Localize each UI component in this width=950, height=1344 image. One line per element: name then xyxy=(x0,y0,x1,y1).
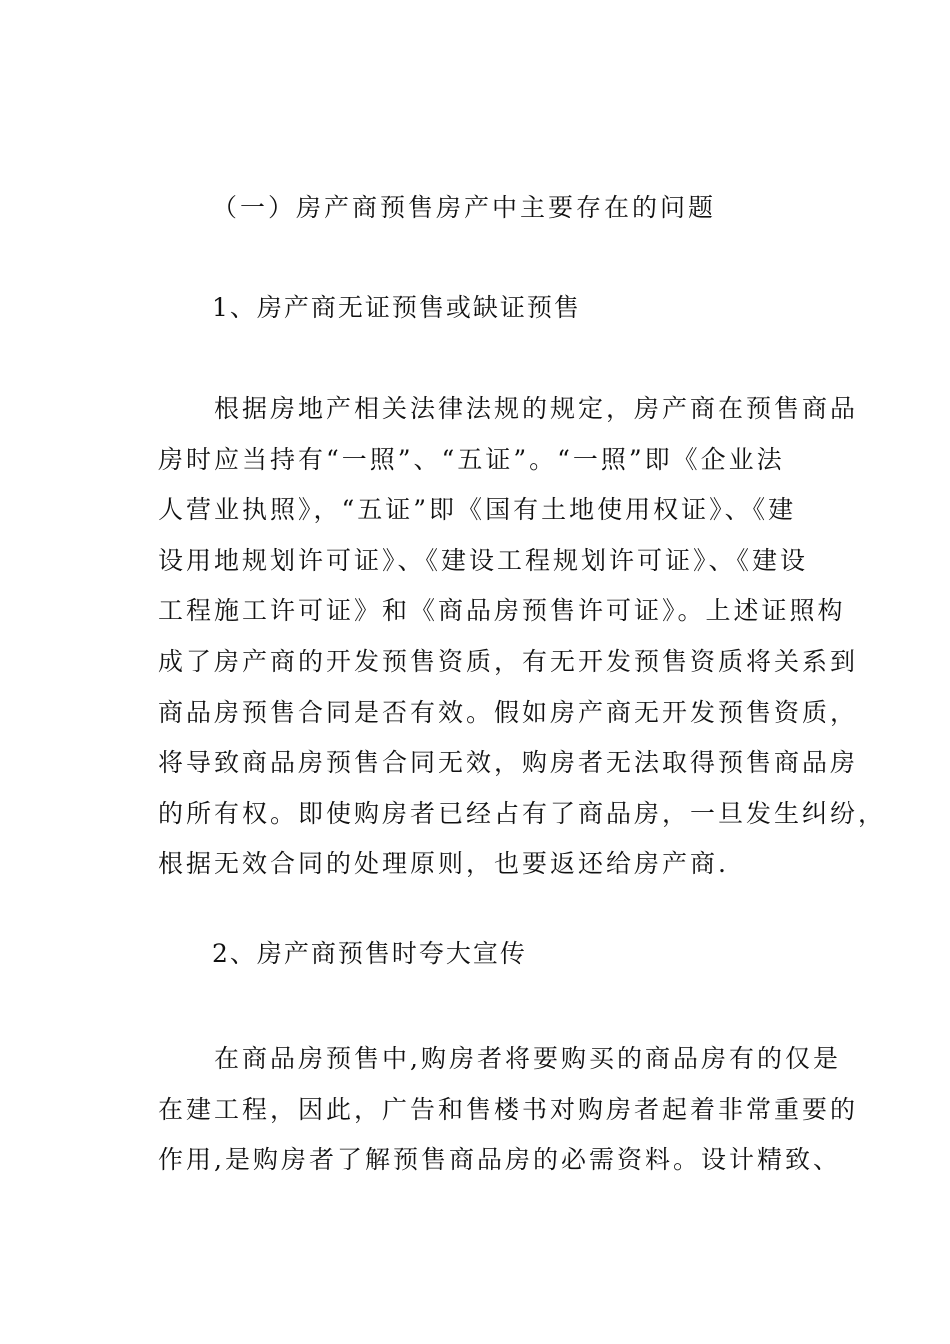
paragraph-line: 在建工程，因此，广告和售楼书对购房者起着非常重要的 xyxy=(158,1094,859,1124)
subsection-2-paragraph xyxy=(158,1034,859,1186)
paragraph-line: 在商品房预售中,购房者将要购买的商品房有的仅是 xyxy=(158,1044,841,1073)
paragraph-line: 根据房地产相关法律法规的规定，房产商在预售商品 xyxy=(158,394,859,423)
paragraph-line: 房时应当持有“一照”、“五证”。“一照”即《企业法 xyxy=(158,444,785,474)
paragraph-line: 设用地规划许可证》、《建设工程规划许可证》、《建设 xyxy=(158,545,809,575)
paragraph-line: 将导致商品房预售合同无效，购房者无法取得预售商品房 xyxy=(158,748,859,778)
paragraph-line: 商品房预售合同是否有效。假如房产商无开发预售资质， xyxy=(158,697,859,727)
paragraph-line: 成了房产商的开发预售资质，有无开发预售资质将关系到 xyxy=(158,646,859,676)
subsection-1-paragraph xyxy=(158,384,887,890)
paragraph-line: 根据无效合同的处理原则，也要返还给房产商. xyxy=(158,849,729,879)
section-title: （一）房产商预售房产中主要存在的问题 xyxy=(212,193,717,222)
subsection-2-title: 2、房产商预售时夸大宣传 xyxy=(212,939,527,968)
subsection-1-title: 1、房产商无证预售或缺证预售 xyxy=(212,293,581,322)
paragraph-line: 工程施工许可证》和《商品房预售许可证》。上述证照构 xyxy=(158,596,846,626)
paragraph-line: 作用,是购房者了解预售商品房的必需资料。设计精致、 xyxy=(158,1145,841,1175)
paragraph-line: 的所有权。即使购房者已经占有了商品房，一旦发生纠纷， xyxy=(158,798,887,828)
paragraph-line: 人营业执照》，“五证”即《国有土地使用权证》、《建 xyxy=(158,495,797,525)
